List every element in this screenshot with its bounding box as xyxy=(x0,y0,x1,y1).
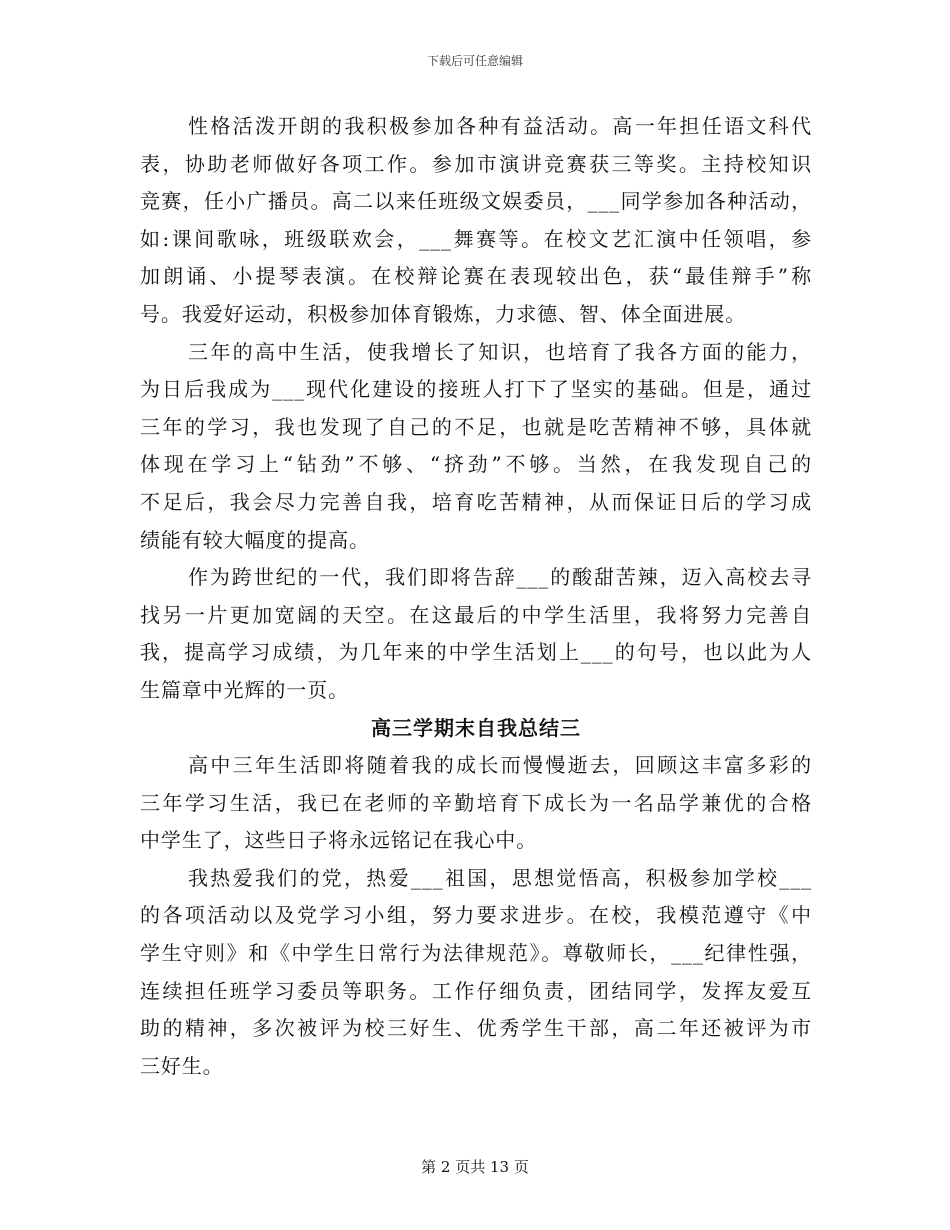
text-line: 找另一片更加宽阔的天空。在这最后的中学生活里，我将努力完善自 xyxy=(140,602,812,627)
text-line: 竞赛，任小广播员。高二以来任班级文娱委员，___同学参加各种活动， xyxy=(140,189,812,214)
paragraph xyxy=(140,334,812,560)
text-line: 连续担任班学习委员等职务。工作仔细负责，团结同学，发挥友爱互 xyxy=(140,978,812,1003)
text-line: 体现在学习上“钻劲”不够、“挤劲”不够。当然，在我发现自己的 xyxy=(140,452,812,477)
section-title: 高三学期末自我总结三 xyxy=(371,715,581,740)
text-line: 生篇章中光辉的一页。 xyxy=(140,677,349,702)
text-line: 三年的高中生活，使我增长了知识，也培育了我各方面的能力， xyxy=(188,339,812,364)
text-line: 为日后我成为___现代化建设的接班人打下了坚实的基础。但是，通过 xyxy=(140,377,812,402)
text-line: 高中三年生活即将随着我的成长而慢慢逝去，回顾这丰富多彩的 xyxy=(188,753,812,778)
text-line: 作为跨世纪的一代，我们即将告辞___的酸甜苦辣，迈入高校去寻 xyxy=(188,565,812,590)
text-line: 不足后，我会尽力完善自我，培育吃苦精神，从而保证日后的学习成 xyxy=(140,489,812,514)
text-line: 中学生了，这些日子将永远铭记在我心中。 xyxy=(140,828,538,853)
text-line: 助的精神，多次被评为校三好生、优秀学生干部，高二年还被评为市 xyxy=(140,1016,812,1041)
text-line: 性格活泼开朗的我积极参加各种有益活动。高一年担任语文科代 xyxy=(188,114,812,138)
paragraph xyxy=(140,559,812,709)
page-header-note: 下载后可任意编辑 xyxy=(426,54,523,68)
text-line: 我，提高学习成绩，为几年来的中学生活划上___的句号，也以此为人 xyxy=(140,640,812,665)
text-line: 的各项活动以及党学习小组，努力要求进步。在校，我模范遵守《中 xyxy=(140,903,812,928)
text-line: 三年学习生活，我已在老师的辛勤培育下成长为一名品学兼优的合格 xyxy=(140,790,812,815)
text-line: 三年的学习，我也发现了自己的不足，也就是吃苦精神不够，具体就 xyxy=(140,414,812,439)
text-line: 号。我爱好运动，积极参加体育锻炼，力求德、智、体全面进展。 xyxy=(140,301,747,326)
text-line: 表，协助老师做好各项工作。参加市演讲竞赛获三等奖。主持校知识 xyxy=(140,151,812,176)
text-line: 如:课间歌咏，班级联欢会，___舞赛等。在校文艺汇演中任领唱，参 xyxy=(140,226,812,251)
text-line: 加朗诵、小提琴表演。在校辩论赛在表现较出色，获“最佳辩手”称 xyxy=(140,264,812,289)
text-line: 学生守则》和《中学生日常行为法律规范》。尊敬师长，___纪律性强， xyxy=(140,941,812,966)
text-line: 三好生。 xyxy=(140,1053,224,1078)
text-line: 绩能有较大幅度的提高。 xyxy=(140,527,370,552)
text-line: 我热爱我们的党，热爱___祖国，思想觉悟高，积极参加学校___ xyxy=(188,865,812,890)
paragraph xyxy=(140,860,812,1086)
paragraph xyxy=(140,747,812,860)
page-number: 第 2 页共 13 页 xyxy=(421,1158,529,1176)
document-body xyxy=(140,108,812,1085)
paragraph xyxy=(140,108,812,334)
